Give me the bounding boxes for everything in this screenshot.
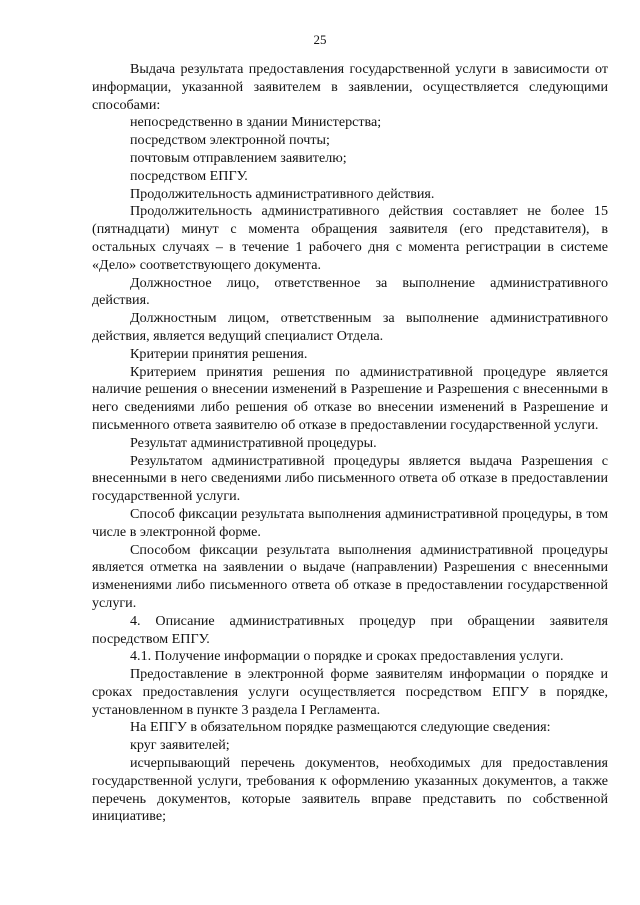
heading-result-recording-method: Способ фиксации результата выполнения административной процедуры, в том числе в электронной форме. xyxy=(92,505,608,540)
document-body xyxy=(92,61,608,826)
paragraph-responsible-official: Должностным лицом, ответственным за выполнение административного действия, является ведущий специалист Отдела. xyxy=(92,310,608,344)
list-item-ministry-building: непосредственно в здании Министерства; xyxy=(130,114,382,131)
page-number: 25 xyxy=(313,32,327,47)
heading-procedure-result: Результат административной процедуры. xyxy=(130,434,377,451)
list-item-email: посредством электронной почты; xyxy=(130,132,330,149)
list-item-documents-list: исчерпывающий перечень документов, необходимых для предоставления государственной услуги, требования к оформлению указанных документов, а также перечень документов, которые заявитель вправе представить по собственной инициативе; xyxy=(92,755,608,825)
paragraph-electronic-information: Предоставление в электронной форме заявителям информации о порядке и сроках предоставления услуги осуществляется посредством ЕПГУ в порядке, установленном в пункте 3 раздела I Регламента. xyxy=(92,666,608,718)
heading-section-4-epgu: 4. Описание административных процедур при обращении заявителя посредством ЕПГУ. xyxy=(92,612,608,647)
paragraph-result-delivery-methods: Выдача результата предоставления государственной услуги в зависимости от информации, указанной заявителем в заявлении, осуществляется следующими способами: xyxy=(92,61,608,113)
paragraph-procedure-result: Результатом административной процедуры является выдача Разрешения с внесенными в него сведениями либо письменного ответа об отказе в предоставлении государственной услуги. xyxy=(92,452,608,505)
heading-decision-criteria: Критерии принятия решения. xyxy=(130,345,308,362)
heading-section-4-1: 4.1. Получение информации о порядке и сроках предоставления услуги. xyxy=(130,648,564,665)
heading-action-duration: Продолжительность административного действия. xyxy=(130,185,435,202)
list-item-postal-mail: почтовым отправлением заявителю; xyxy=(130,149,347,166)
list-item-applicants-circle: круг заявителей; xyxy=(130,737,230,754)
paragraph-result-recording-method: Способом фиксации результата выполнения административной процедуры является отметка на заявлении о выдаче (направлении) Разрешения с внесенными изменениями либо письменного ответа об отказе в предоставлении государственной услуги. xyxy=(92,541,608,611)
paragraph-action-duration: Продолжительность административного действия составляет не более 15 (пятнадцати) минут с момента обращения заявителя (его представителя), в остальных случаях – в течение 1 рабочего дня с момента регистрации в системе «Дело» соответствующего документа. xyxy=(92,203,608,273)
heading-responsible-official: Должностное лицо, ответственное за выполнение административного действия. xyxy=(92,274,608,309)
list-item-epgu: посредством ЕПГУ. xyxy=(130,167,248,184)
paragraph-epgu-required-info: На ЕПГУ в обязательном порядке размещаются следующие сведения: xyxy=(130,719,551,736)
paragraph-decision-criteria: Критерием принятия решения по административной процедуре является наличие решения о внесении изменений в Разрешение и Разрешения с внесенными в него сведениями либо решения об отказе во внесении изменений в Разрешение и письменного ответа заявителю об отказе в предоставлении государственной услуги. xyxy=(92,363,608,433)
